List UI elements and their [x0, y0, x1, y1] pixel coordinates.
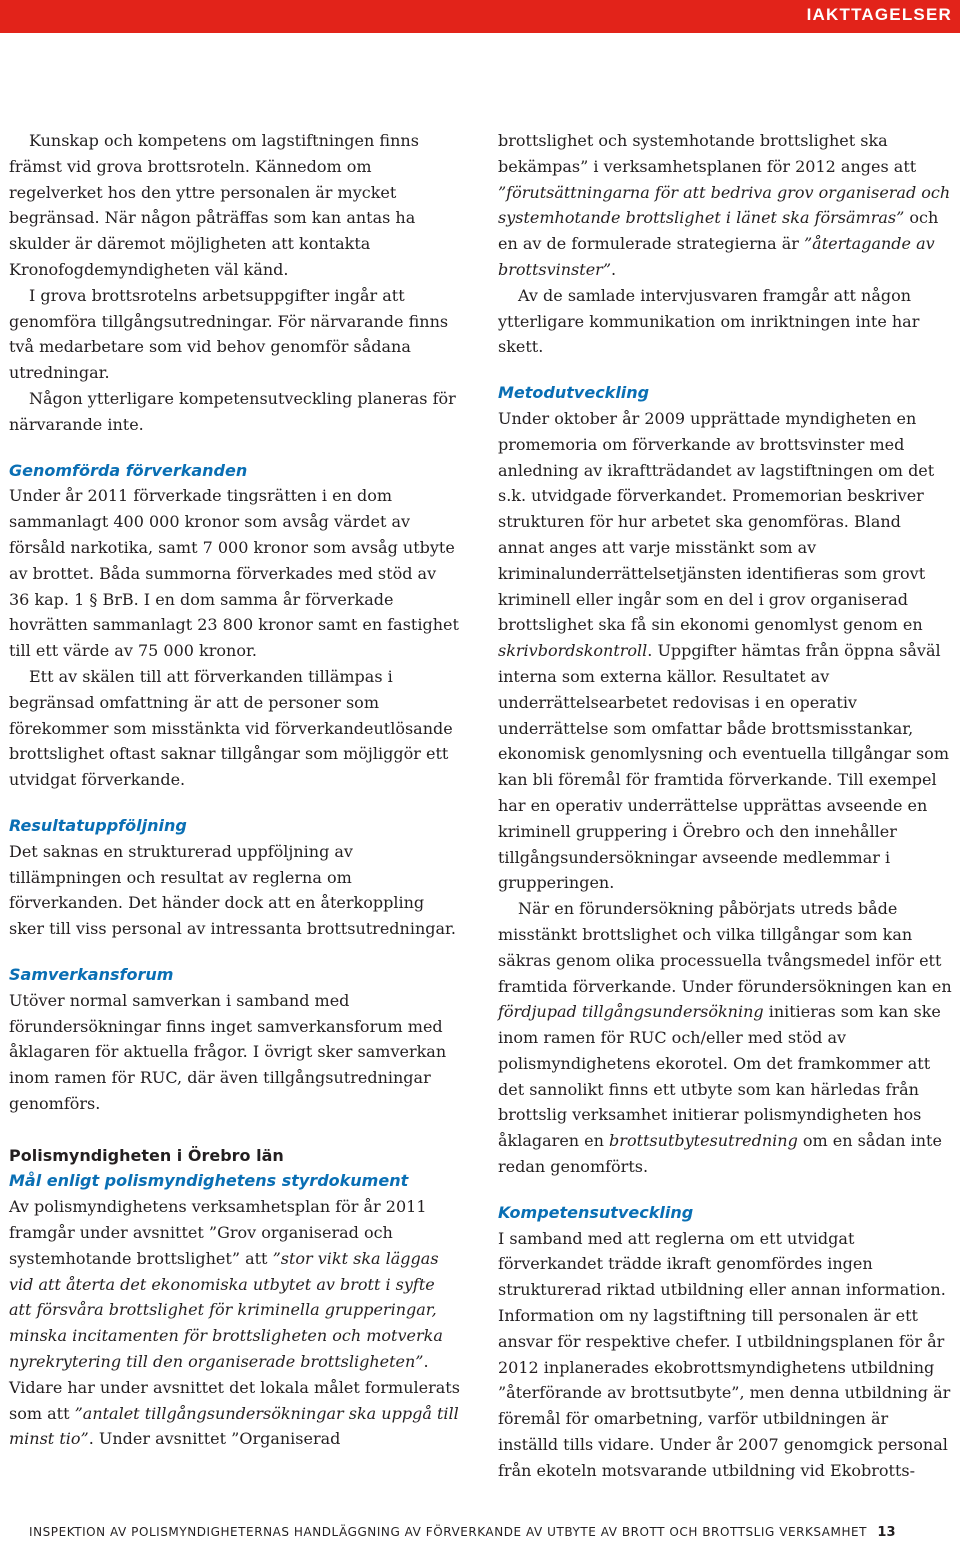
- heading-mal-styrdokument: Mål enligt polismyndighetens styrdokument: [9, 1171, 409, 1191]
- text-run: . Under avsnittet ”Organiserad: [88, 1429, 341, 1449]
- paragraph: Utöver normal samverkan i samband med förundersökningar finns inget samverkansforum med åklagaren för aktuella frågor. I övrigt sker samverkan inom ramen för RUC, där även tillgångsutredningar genomförs.: [9, 990, 447, 1113]
- right-column: [498, 128, 952, 1484]
- paragraph: Det saknas en strukturerad uppföljning av tillämpningen och resultat av reglerna om förverkanden. Det händer dock att en återkoppling sker till viss personal av intressanta brottsutredningar.: [9, 841, 457, 939]
- term-italic: fördjupad tillgångsundersökning: [498, 1002, 764, 1022]
- text-run: . Vidare har under avsnittet det lokala målet formulerats som att: [9, 1352, 460, 1423]
- quote-italic: ”antalet tillgångsundersökningar ska uppgå till minst tio”: [9, 1403, 459, 1449]
- text-run: När en förundersökning påbörjats utreds både misstänkt brottslighet och vilka tillgångar som kan säkras genom olika processuella tvångsmedel inför ett framtida förverkande. Under förundersökningen kan en: [498, 899, 952, 996]
- heading-genomforda-forverkanden: Genomförda förverkanden: [9, 460, 248, 480]
- paragraph: Kunskap och kompetens om lagstiftningen finns främst vid grova brottsroteln. Kännedom om regelverket hos den yttre personalen är mycket begränsad. När någon påträffas som kan antas ha skulder är däremot möjligheten att kontakta Kronofogdemyndigheten väl känd.: [9, 131, 419, 279]
- paragraph: [9, 1194, 461, 1452]
- text-run: initieras som kan ske inom ramen för RUC och/eller med stöd av polismyndighetens ekorotel. Om det framkommer att det sannolikt finns ett utbyte som kan härledas från brottslig verksamhet initierar polismyndigheten hos åklagaren en: [498, 1002, 941, 1151]
- paragraph: Någon ytterligare kompetensutveckling planeras för närvarande inte.: [9, 388, 456, 434]
- paragraph: I samband med att reglerna om ett utvidgat förverkandet trädde ikraft genomfördes ingen strukturerad riktad utbildning eller annan information. Information om ny lagstiftning till personalen är ett ansvar för respektive chefer. I utbildningsplanen för år 2012 inplanerades ekobrottsmyndighetens utbildning ”återförande av brottsutbyte”, men denna utbildning är föremål för omarbetning, varför utbildningen är inställd tills vidare. Under år 2007 genomgick personal från ekoteln motsvarande utbildning vid Ekobrotts-: [498, 1228, 951, 1480]
- heading-resultatuppfoljning: Resultatuppföljning: [9, 815, 187, 835]
- page-number: 13: [877, 1525, 896, 1540]
- heading-polismyndigheten-orebro: Polismyndigheten i Örebro län: [9, 1145, 284, 1165]
- paragraph: [498, 896, 952, 1180]
- heading-metodutveckling: Metodutveckling: [498, 383, 650, 403]
- term-italic: skrivbordskontroll: [498, 641, 648, 661]
- running-title: INSPEKTION AV POLISMYNDIGHETERNAS HANDLÄGGNING AV FÖRVERKANDE AV UTBYTE AV BROTT OCH BROTTSLIG VERKSAMHET: [29, 1525, 868, 1539]
- paragraph: Under år 2011 förverkade tingsrätten i en dom sammanlagt 400 000 kronor som avsåg värdet av försåld narkotika, samt 7 000 kronor som avsåg utbyte av brottet. Båda summorna förverkades med stöd av 36 kap. 1 § BrB. I en dom samma år förverkade hovrätten sammanlagt 23 800 kronor samt en fastighet till ett värde av 75 000 kronor.: [9, 486, 459, 661]
- text-run: brottslighet och systemhotande brottslighet ska bekämpas” i verksamhetsplanen för 2012 anges att: [498, 131, 917, 176]
- quote-italic: ”återtagande av brottsvinster”: [498, 234, 935, 279]
- text-run: . Uppgifter hämtas från öppna såväl interna som externa källor. Resultatet av underrättelsearbetet redovisas i en operativ underrättelse som omfattar både brottsmisstankar, ekonomisk genomlysning och eventuella tillgångar som kan bli föremål för framtida förverkande. Till exempel har en operativ underrättelse upprättas avseende en kriminell gruppering i Örebro och den innehåller tillgångsundersökningar avseende medlemmar i grupperingen.: [498, 641, 949, 893]
- paragraph: [498, 128, 952, 283]
- heading-kompetensutveckling: Kompetensutveckling: [498, 1202, 694, 1222]
- text-run: om en sådan inte redan genomförts.: [498, 1131, 942, 1177]
- paragraph: [498, 406, 952, 896]
- term-italic: brottsutbytesutredning: [609, 1131, 798, 1151]
- text-run: .: [611, 259, 617, 279]
- paragraph: Ett av skälen till att förverkanden tillämpas i begränsad omfattning är att de personer som förekommer som misstänkta vid förverkandeutlösande brottslighet oftast saknar tillgångar som möjliggör ett utvidgat förverkande.: [9, 666, 453, 790]
- paragraph: I grova brottsrotelns arbetsuppgifter ingår att genomföra tillgångsutredningar. För närvarande finns två medarbetare som vid behov genomför sådana utredningar.: [9, 285, 449, 383]
- page-footer: [29, 1525, 959, 1540]
- text-run: och en av de formulerade strategierna är: [498, 208, 939, 254]
- text-run: Av polismyndighetens verksamhetsplan för år 2011 framgår under avsnittet ”Grov organiserad och systemhotande brottslighet” att: [9, 1197, 427, 1268]
- quote-italic: ”stor vikt ska läggas vid att återta det ekonomiska utbytet av brott i syfte att försvåra brottslighet för kriminella grupperingar, minska incitamenten för brottsligheten och motverka nyrekrytering till den organiserade brottsligheten”: [9, 1248, 443, 1372]
- paragraph: Av de samlade intervjusvaren framgår att någon ytterligare kommunikation om inriktningen inte har skett.: [498, 285, 920, 357]
- section-label: IAKTTAGELSER: [806, 5, 952, 24]
- heading-samverkansforum: Samverkansforum: [9, 964, 174, 984]
- section-header-bar: [0, 0, 960, 33]
- left-column: [9, 128, 461, 1452]
- quote-italic: ”förutsättningarna för att bedriva grov organiserad och systemhotande brottslighet i länet ska försämras”: [498, 182, 951, 228]
- text-run: Under oktober år 2009 upprättade myndigheten en promemoria om förverkande av brottsvinster med anledning av ikraftträdandet av lagstiftningen om det s.k. utvidgade förverkandet. Promemorian beskriver strukturen för hur arbetet ska genomföras. Bland annat anges att varje misstänkt som av kriminalunderrättelsetjänsten identifieras som grovt kriminell eller ingår som en del i grov organiserad brottslighet ska få sin ekonomi genomlyst genom en: [498, 408, 935, 635]
